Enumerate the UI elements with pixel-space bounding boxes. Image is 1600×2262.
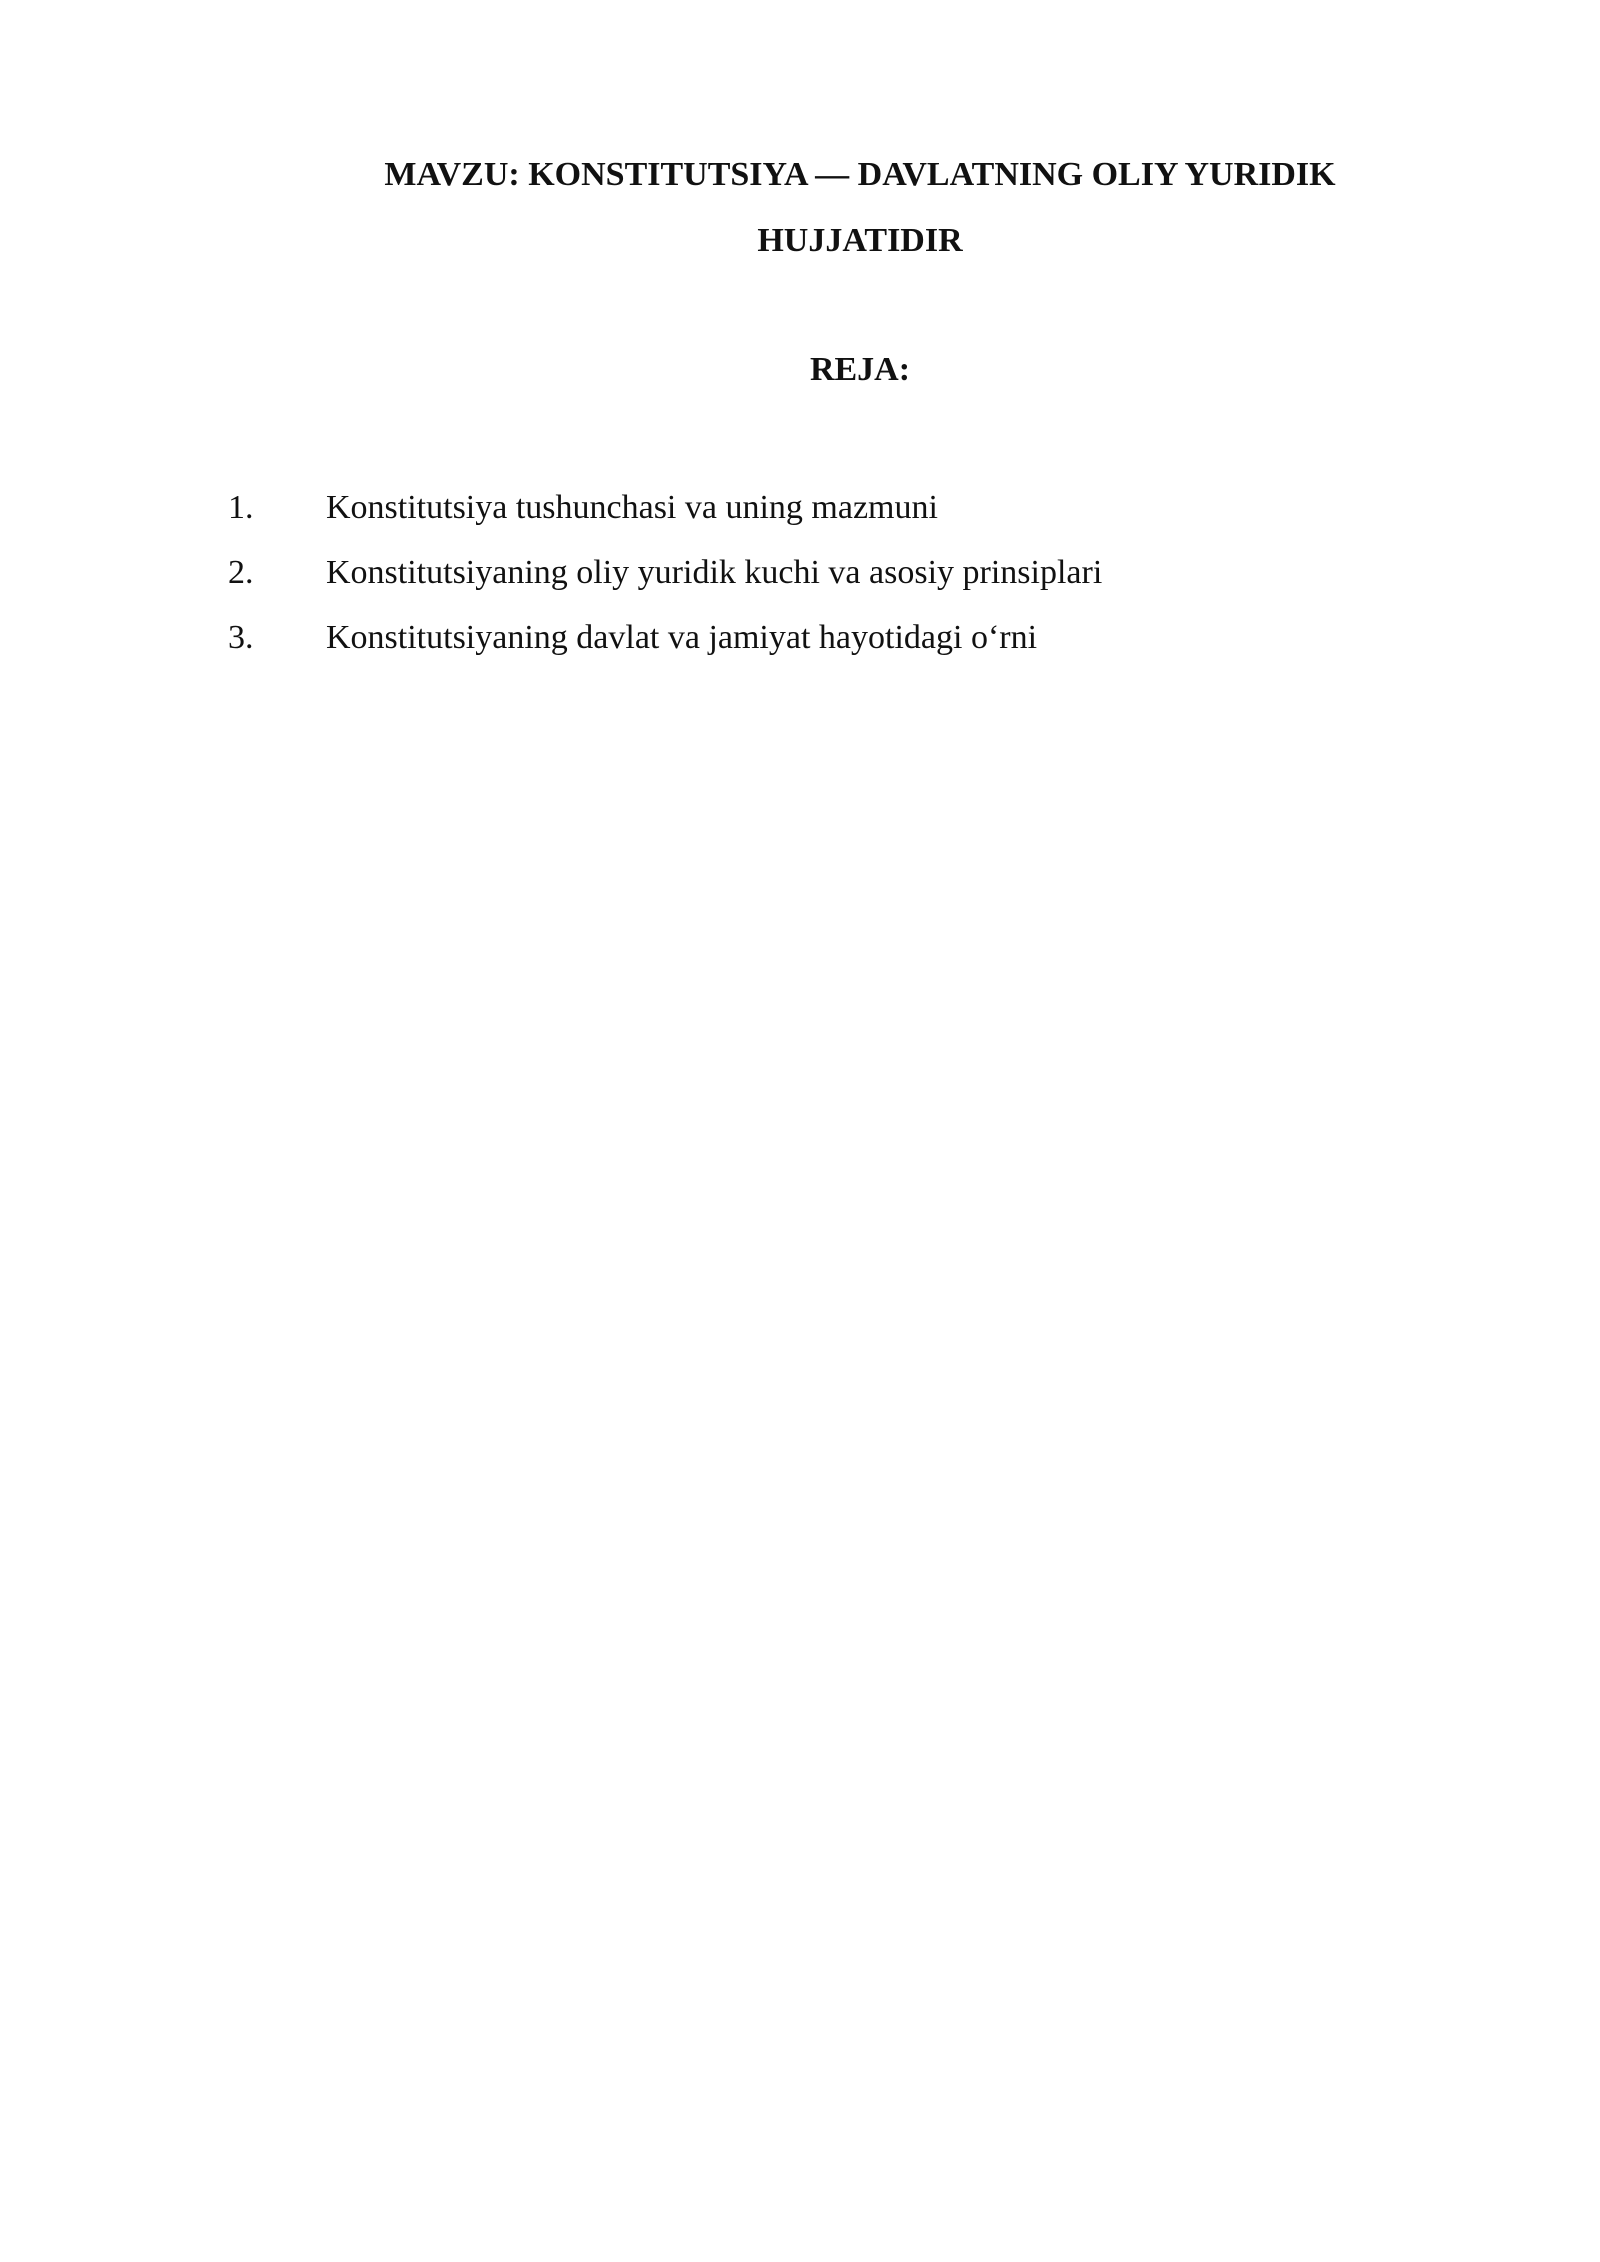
plan-item-number: 3. <box>228 618 254 656</box>
title-line-2: HUJJATIDIR <box>757 222 963 259</box>
plan-item-number: 2. <box>228 553 254 591</box>
plan-item-text: Konstitutsiya tushunchasi va uning mazmuni <box>326 488 938 526</box>
plan-list <box>228 475 1102 670</box>
title-line-1: MAVZU: KONSTITUTSIYA — DAVLATNING OLIY YURIDIK <box>384 156 1336 193</box>
plan-item-2 <box>228 540 1102 605</box>
plan-item-number: 1. <box>228 488 254 526</box>
plan-item-3 <box>228 605 1102 670</box>
document-title <box>300 142 1420 274</box>
plan-heading: REJA: <box>809 351 911 388</box>
plan-item-1 <box>228 475 1102 540</box>
plan-item-text: Konstitutsiyaning oliy yuridik kuchi va asosiy prinsiplari <box>326 553 1103 591</box>
plan-item-text: Konstitutsiyaning davlat va jamiyat hayotidagi o‘rni <box>326 618 1038 656</box>
